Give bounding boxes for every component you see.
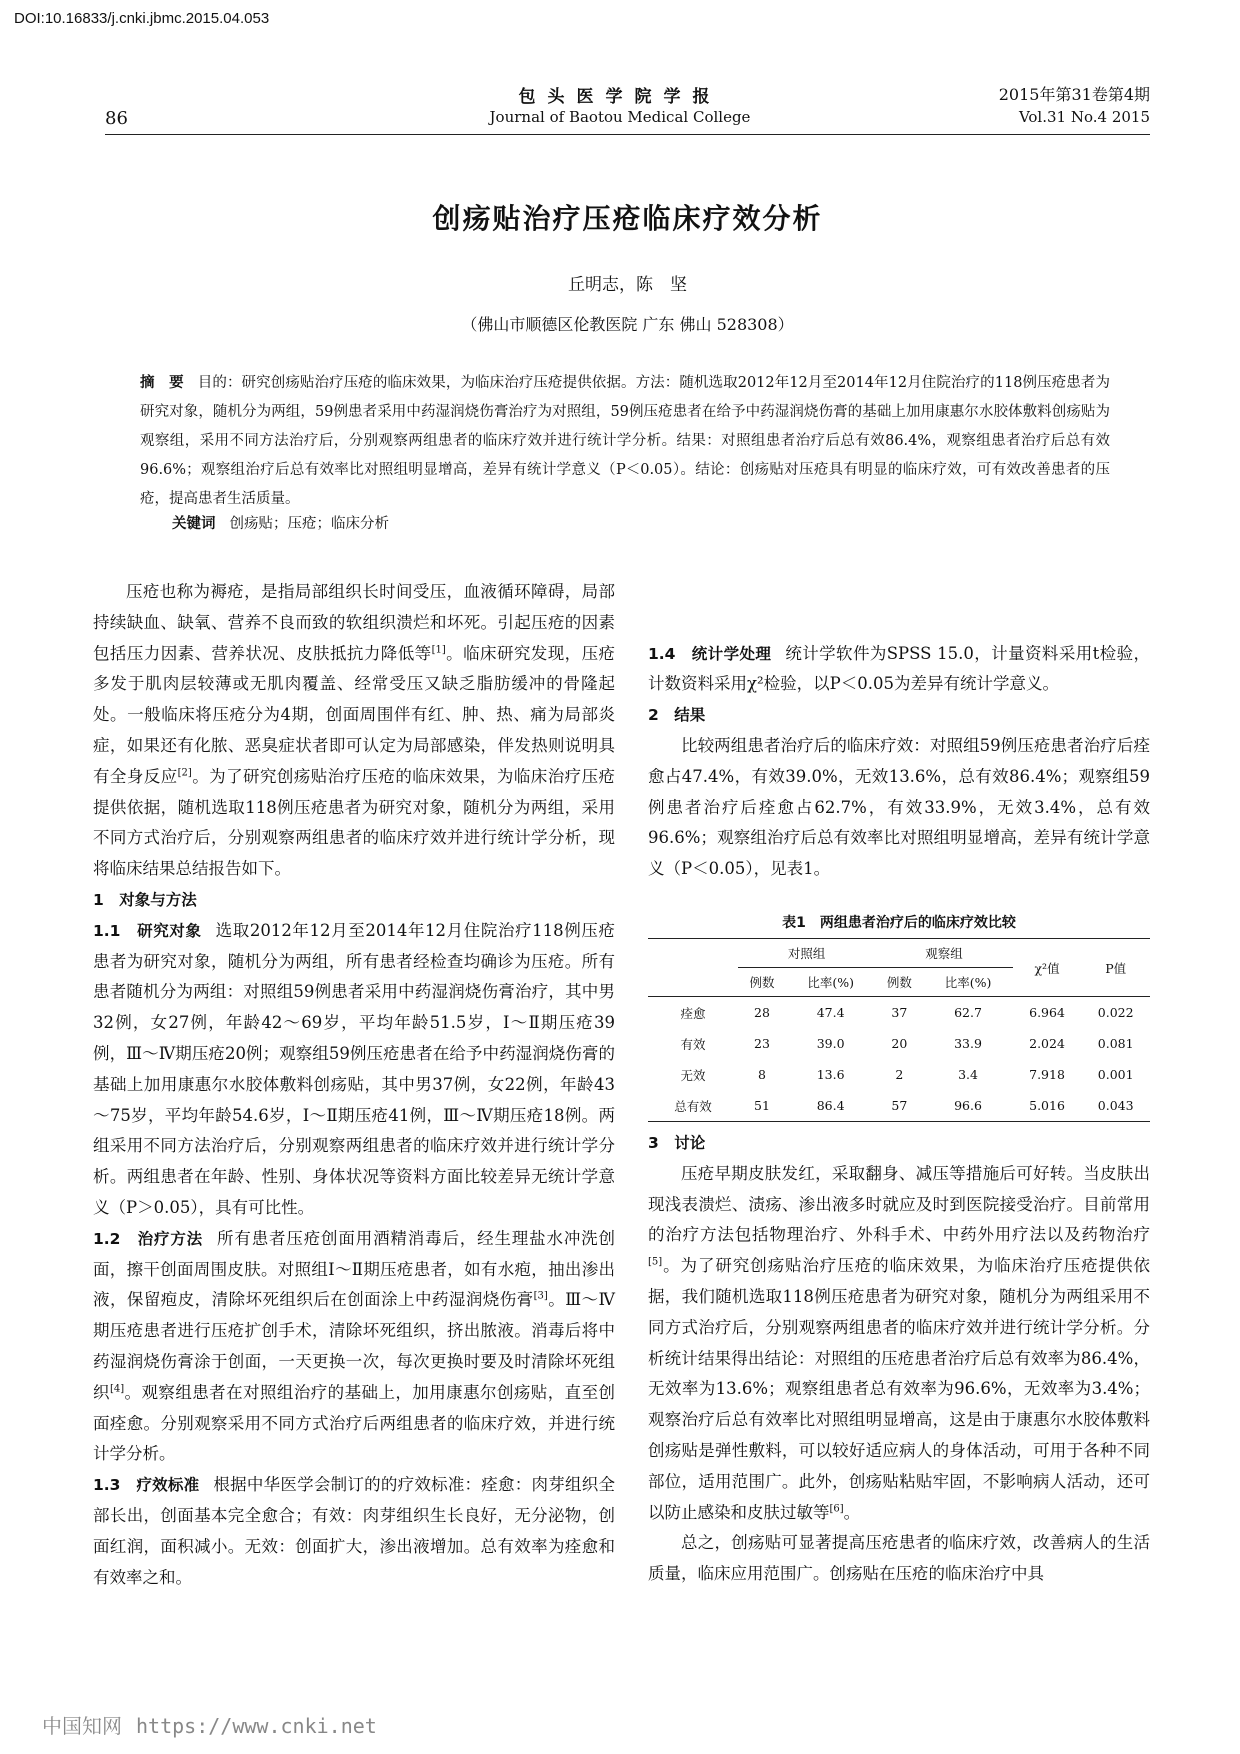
discussion-paragraph-2: 总之，创疡贴可显著提高压疮患者的临床疗效，改善病人的生活质量，临床应用范围广。创疡贴在压疮的临床治疗中具 [648, 1533, 1150, 1584]
cell: 23 [754, 1036, 770, 1051]
cell: 33.9 [954, 1036, 982, 1051]
keywords [172, 510, 1102, 538]
header-cases-observation: 例数 [875, 968, 923, 997]
right-column-upper [648, 577, 1150, 885]
citation-6: [6] [829, 1503, 844, 1515]
section-1-2-heading: 1.2 治疗方法 [93, 1229, 204, 1248]
journal-title-cn: 包头医学院学报 [518, 87, 722, 107]
results-paragraph: 比较两组患者治疗后的临床疗效：对照组59例压疮患者治疗后痊愈占47.4%，有效39.0%，无效13.6%，总有效86.4%；观察组59例患者治疗后痊愈占62.7%，有效33.9%，无效3.4%，总有效96.6%；观察组治疗后总有效率比对照组明显增高，差异有统计学意义（P＜0.05），见表1。 [648, 735, 1150, 879]
header-cases-control: 例数 [738, 968, 786, 997]
discussion-text-1: 压疮早期皮肤发红，采取翻身、减压等措施后可好转。当皮肤出现浅表溃烂、渍疡、渗出液多时就应及时到医院接受治疗。目前常用的治疗方法包括物理治疗、外科手术、中药外用疗法以及药物治疗 [648, 1163, 1150, 1245]
section-1-1-heading: 1.1 研究对象 [93, 921, 202, 940]
discussion-paragraph-1 [648, 1159, 1150, 1529]
table-caption: 表1 两组患者治疗后的临床疗效比较 [782, 915, 1016, 931]
results-table [648, 938, 1150, 1122]
header-rate-observation: 比率(%) [923, 968, 1012, 997]
table-header-blank [648, 939, 738, 968]
header-control-group: 对照组 [738, 939, 875, 968]
continuation-spacer [648, 577, 1150, 639]
cell: 0.043 [1081, 1090, 1150, 1122]
cell: 3.4 [958, 1067, 978, 1082]
article-title: 创疡贴治疗压疮临床疗效分析 [432, 202, 823, 235]
cell: 0.001 [1097, 1067, 1134, 1082]
keywords-label: 关键词 [172, 515, 216, 532]
citation-2: [2] [177, 767, 192, 779]
page-number: 86 [105, 108, 128, 129]
citation-5: [5] [648, 1256, 663, 1268]
table-header-row-1 [648, 939, 1150, 968]
table-header-blank-2 [648, 968, 738, 997]
left-column [93, 577, 615, 1593]
table-row [648, 997, 1150, 1029]
header-rate-control: 比率(%) [786, 968, 875, 997]
footer-watermark [42, 1710, 377, 1739]
intro-paragraph [93, 577, 615, 885]
section-1-4 [648, 639, 1150, 701]
cell: 0.081 [1097, 1036, 1134, 1051]
section-2-heading: 2 结果 [648, 706, 706, 725]
header-p-value: P值 [1081, 939, 1150, 997]
issue-info-cn: 2015年第31卷第4期 [998, 85, 1150, 104]
keywords-text: 创疡贴；压疮；临床分析 [229, 516, 389, 532]
section-1-1-text: 选取2012年12月至2014年12月住院治疗118例压疮患者为研究对象，随机分为两组，所有患者经检查均确诊为压疮。所有患者随机分为两组：对照组59例患者采用中药湿润烧伤膏治疗，其中男32例，女27例，年龄42～69岁，平均年龄51.5岁，Ⅰ～Ⅱ期压疮39例，Ⅲ～Ⅳ期压疮20例；观察组59例压疮患者在给予中药湿润烧伤膏的基础上加用康惠尔水胶体敷料创疡贴，其中男37例，女22例，年龄43～75岁，平均年龄54.6岁，Ⅰ～Ⅱ期压疮41例，Ⅲ～Ⅳ期压疮18例。两组采用不同方法治疗后，分别观察两组患者的临床疗效并进行统计学分析。两组患者在年龄、性别、身体状况等资料方面比较差异无统计学意义（P＞0.05），具有可比性。 [93, 920, 615, 1217]
section-1-3 [93, 1470, 615, 1593]
cell: 8 [758, 1067, 766, 1082]
cell: 7.918 [1029, 1067, 1065, 1082]
section-1-3-text: 根据中华医学会制订的的疗效标准：痊愈：肉芽组织全部长出，创面基本完全愈合；有效：肉芽组织生长良好，无分泌物，创面红润，面积减小。无效：创面扩大，渗出液增加。总有效率为痊愈和有效率之和。 [93, 1475, 615, 1587]
section-1-heading: 1 对象与方法 [93, 890, 197, 909]
cell: 13.6 [816, 1067, 845, 1082]
cell: 0.022 [1097, 1005, 1134, 1020]
intro-text-2: 。临床研究发现，压疮多发于肌肉层较薄或无肌肉覆盖、经常受压又缺乏脂肪缓冲的骨隆起处。一般临床将压疮分为4期，创面周围伴有红、肿、热、痛为局部炎症，如果还有化脓、恶臭症状者即可认定为局部感染，伴发热则说明具有全身反应 [93, 643, 616, 786]
cell: 37 [891, 1005, 908, 1020]
row-label: 无效 [680, 1067, 706, 1083]
row-label: 有效 [680, 1036, 706, 1052]
section-1-2-text: 所有患者压疮创面用酒精消毒后，经生理盐水冲洗创面，擦干创面周围皮肤。对照组Ⅰ～Ⅱ期压疮患者，如有水疱，抽出渗出液，保留疱皮，清除坏死组织后在创面涂上中药湿润烧伤膏 [93, 1228, 616, 1310]
section-1-4-heading: 1.4 统计学处理 [648, 644, 772, 663]
cell: 6.964 [1029, 1005, 1065, 1020]
discussion-text-2: 。为了研究创疡贴治疗压疮的临床效果，为临床治疗压疮提供依据，我们随机选取118例压疮患者为研究对象，随机分为两组采用不同方式治疗后，分别观察两组患者的临床疗效并进行统计学分析。分析统计结果得出结论：对照组的压疮患者治疗后总有效率为86.4%，无效率为13.6%；观察组患者总有效率为96.6%，无效率为3.4%；观察治疗后总有效率比对照组明显增高，这是由于康惠尔水胶体敷料创疡贴是弹性敷料，可以较好适应病人的身体活动，可用于各种不同部位，适用范围广。此外，创疡贴粘贴牢固，不影响病人活动，还可以防止感染和皮肤过敏等 [648, 1256, 1150, 1522]
right-column-lower [648, 1128, 1150, 1590]
cell: 57 [875, 1090, 923, 1122]
cell: 96.6 [923, 1090, 1012, 1122]
authors: 丘明志，陈 坚 [568, 275, 687, 295]
row-label: 痊愈 [680, 1005, 706, 1021]
doi: DOI:10.16833/j.cnki.jbmc.2015.04.053 [14, 10, 270, 27]
cell: 5.016 [1013, 1090, 1082, 1122]
cell: 28 [754, 1005, 770, 1020]
table-row [648, 1028, 1150, 1059]
cell: 86.4 [786, 1090, 875, 1122]
cell: 2.024 [1029, 1036, 1065, 1051]
row-label: 总有效 [648, 1090, 738, 1122]
section-3-heading: 3 讨论 [648, 1134, 706, 1152]
citation-4: [4] [109, 1383, 125, 1395]
header-chi-square: χ²值 [1013, 939, 1082, 997]
abstract-text: 目的：研究创疡贴治疗压疮的临床效果，为临床治疗压疮提供依据。方法：随机选取2012年12月至2014年12月住院治疗的118例压疮患者为研究对象，随机分为两组，59例患者采用中药湿润烧伤膏治疗为对照组，59例压疮患者在给予中药湿润烧伤膏的基础上加用康惠尔水胶体敷料创疡贴为观察组，采用不同方法治疗后，分别观察两组患者的临床疗效并进行统计学分析。结果：对照组患者治疗后总有效86.4%，观察组患者治疗后总有效96.6%；观察组治疗后总有效率比对照组明显增高，差异有统计学意义（P＜0.05）。结论：创疡贴对压疮具有明显的临床疗效，可有效改善患者的压疮，提高患者生活质量。 [140, 375, 1110, 507]
cell: 39.0 [816, 1036, 845, 1051]
cell: 51 [738, 1090, 786, 1122]
section-1-2-text-2: 。Ⅲ～Ⅳ期压疮患者进行压疮扩创手术，清除坏死组织，挤出脓液。消毒后将中药湿润烧伤膏涂于创面，一天更换一次，每次更换时要及时清除坏死组织 [93, 1290, 615, 1402]
journal-title-en: Journal of Baotou Medical College [489, 108, 751, 126]
intro-text-3: 。为了研究创疡贴治疗压疮的临床效果，为临床治疗压疮提供依据，随机选取118例压疮患者为研究对象，随机分为两组，采用不同方式治疗后，分别观察两组患者的临床疗效并进行统计学分析，现将临床结果总结报告如下。 [93, 766, 616, 879]
table-row [648, 1059, 1150, 1090]
abstract-label: 摘 要 [140, 374, 184, 391]
discussion-text-3: 。 [843, 1502, 861, 1522]
issue-info-en: Vol.31 No.4 2015 [1018, 108, 1150, 126]
header-observation-group: 观察组 [875, 939, 1012, 968]
abstract [140, 368, 1110, 514]
table-row [648, 1090, 1150, 1122]
affiliation: （佛山市顺德区伦教医院 广东 佛山 528308） [461, 315, 794, 334]
citation-3: [3] [533, 1290, 548, 1302]
section-1-4-text: 统计学软件为SPSS 15.0，计量资料采用t检验，计数资料采用χ²检验，以P＜0.05为差异有统计学意义。 [648, 643, 1150, 694]
section-1-3-heading: 1.3 疗效标准 [93, 1476, 200, 1495]
cnki-url[interactable]: https://www.cnki.net [136, 1714, 377, 1738]
section-1-1 [93, 916, 615, 1224]
intro-text-1: 压疮也称为褥疮，是指局部组织长时间受压，血液循环障碍，局部持续缺血、缺氧、营养不良而致的软组织溃烂和坏死。引起压疮的因素包括压力因素、营养状况、皮肤抵抗力降低等 [93, 582, 615, 663]
cell: 47.4 [816, 1005, 845, 1020]
header-rule [105, 134, 1150, 135]
cell: 62.7 [954, 1005, 982, 1020]
cell: 20 [891, 1036, 908, 1051]
cell: 2 [895, 1067, 904, 1082]
section-1-2 [93, 1224, 615, 1470]
section-1-2-text-3: 。观察组患者在对照组治疗的基础上，加用康惠尔创疡贴，直至创面痊愈。分别观察采用不同方式治疗后两组患者的临床疗效，并进行统计学分析。 [93, 1382, 616, 1464]
cnki-name: 中国知网 [42, 1714, 122, 1738]
citation-1: [1] [431, 644, 446, 656]
